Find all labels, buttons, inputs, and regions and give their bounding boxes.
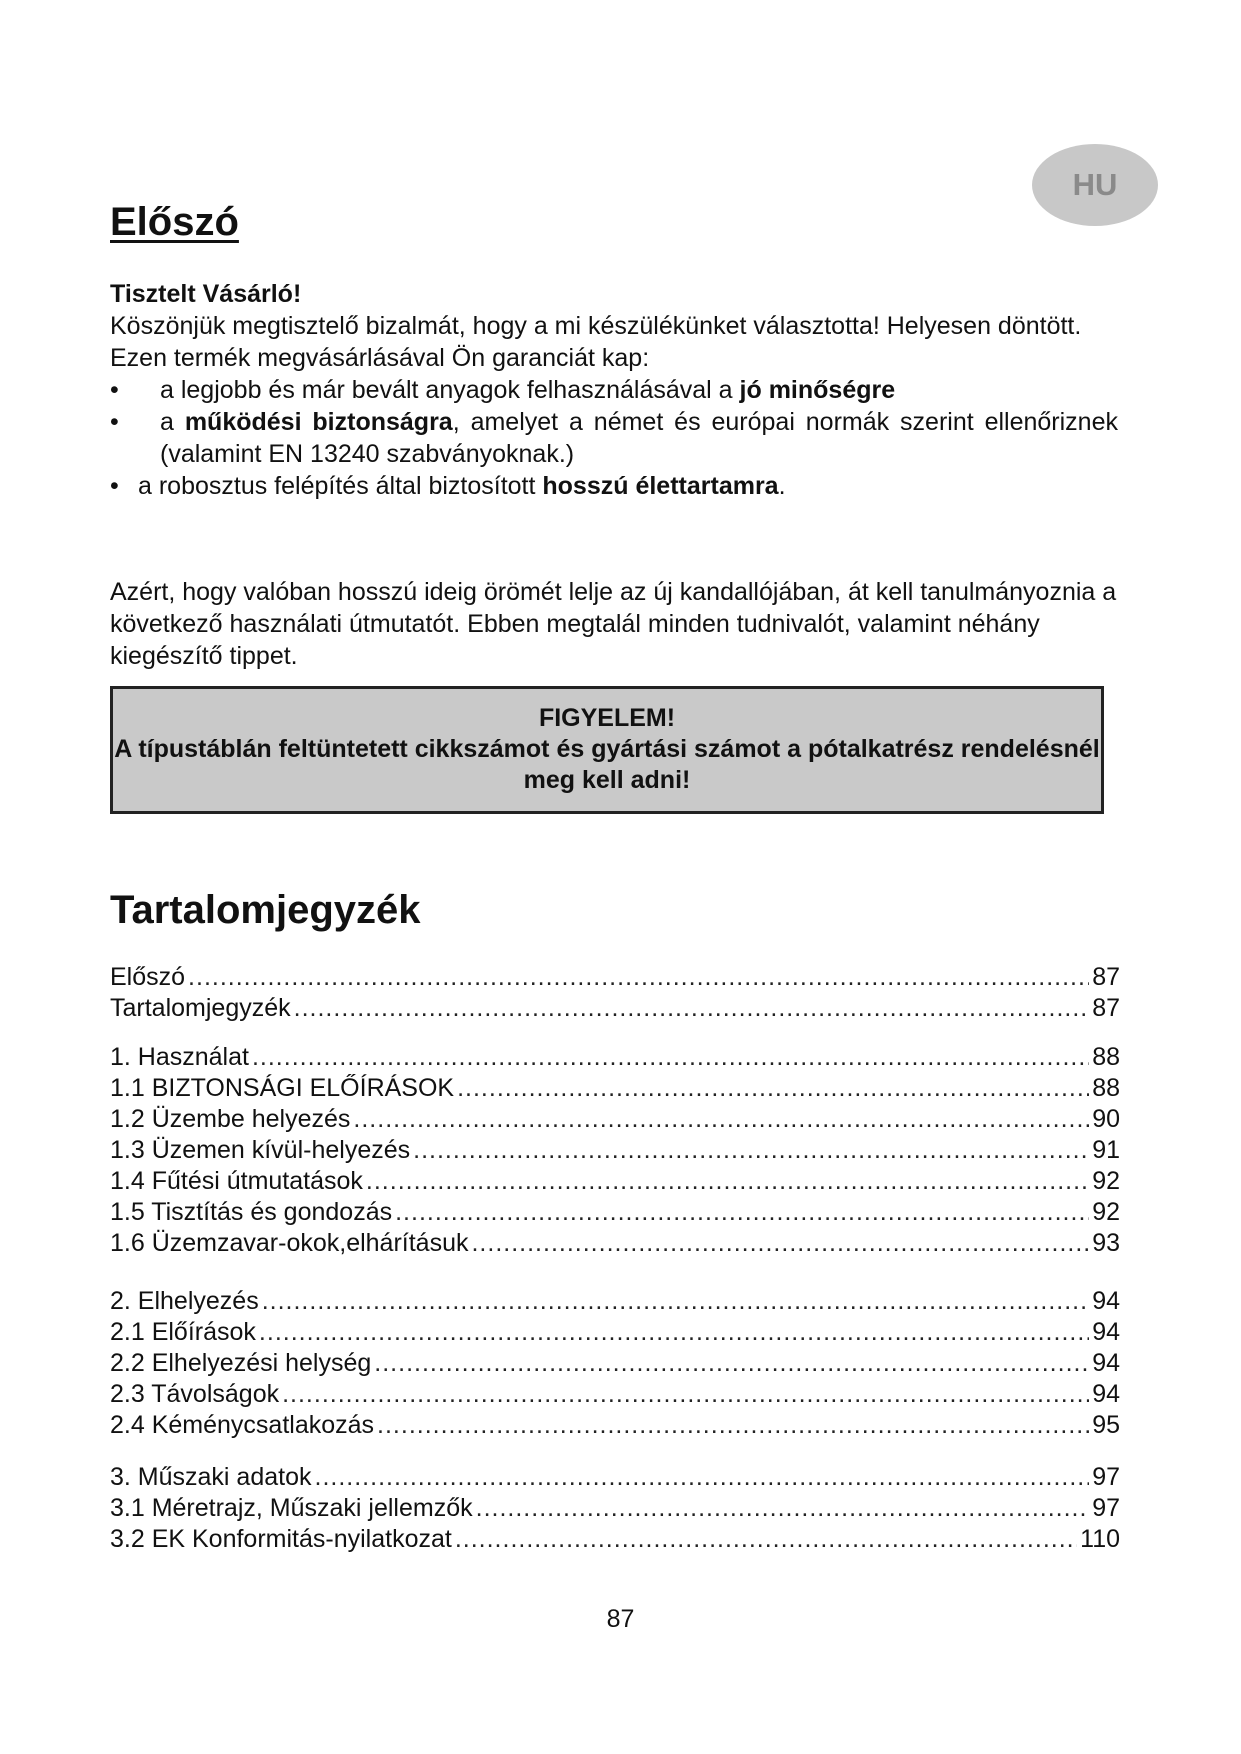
toc-row[interactable]: 3.2 EK Konformitás-nyilatkozat ..... 110	[110, 1524, 1120, 1555]
toc-row[interactable]: Tartalomjegyzék ..... 87	[110, 993, 1120, 1024]
toc-row[interactable]: 2.1 Előírások ..... 94	[110, 1317, 1120, 1348]
toc-row[interactable]: 1.3 Üzemen kívül-helyezés ..... 91	[110, 1135, 1120, 1166]
toc-row[interactable]: 1.5 Tisztítás és gondozás ..... 92	[110, 1197, 1120, 1228]
toc-row[interactable]: 3.1 Méretrajz, Műszaki jellemzők ..... 97	[110, 1493, 1120, 1524]
guarantee-line: Ezen termék megvásárlásával Ön garanciát kap:	[110, 344, 650, 372]
toc-row[interactable]: 3. Műszaki adatok ..... 97	[110, 1462, 1120, 1493]
preface-title: Előszó	[110, 200, 239, 244]
warning-box	[110, 686, 1104, 814]
toc-row[interactable]: 1.6 Üzemzavar-okok,elhárításuk ..... 93	[110, 1228, 1120, 1259]
toc-row[interactable]: 2. Elhelyezés ..... 94	[110, 1286, 1120, 1317]
toc-row[interactable]: 1.4 Fűtési útmutatások ..... 92	[110, 1166, 1120, 1197]
warning-text: A típustáblán feltüntetett cikkszámot és gyártási számot a pótalkatrész rendelésnél meg kell adni!	[114, 735, 1100, 794]
list-item: • a legjobb és már bevált anyagok felhasználásával a jó minőségre	[110, 374, 1118, 406]
list-item: • a működési biztonságra, amelyet a német és európai normák szerint ellenőriznek (valamint EN 13240 szabványoknak.)	[110, 406, 1118, 470]
page-number: 87	[606, 1605, 635, 1633]
toc-row[interactable]: 1.1 BIZTONSÁGI ELŐÍRÁSOK ..... 88	[110, 1073, 1120, 1104]
toc-row[interactable]: 2.3 Távolságok ..... 94	[110, 1379, 1120, 1410]
greeting: Tisztelt Vásárló!	[110, 280, 302, 308]
preface-paragraph: Azért, hogy valóban hosszú ideig örömét lelje az új kandallójában, át kell tanulmányoznia a következő használati útmutatót. Ebben megtalál minden tudnivalót, valamint néhány kiegészítő tippet.	[110, 578, 1117, 670]
toc-group-2	[110, 1286, 1120, 1441]
toc-group-1	[110, 1042, 1120, 1259]
toc-row[interactable]: 2.4 Kéménycsatlakozás ..... 95	[110, 1410, 1120, 1441]
language-badge: HU	[1032, 144, 1158, 226]
toc-row[interactable]: 2.2 Elhelyezési helység ..... 94	[110, 1348, 1120, 1379]
toc-group-3	[110, 1462, 1120, 1555]
toc-row[interactable]: 1. Használat ..... 88	[110, 1042, 1120, 1073]
toc-group-intro	[110, 962, 1120, 1024]
toc-title: Tartalomjegyzék	[110, 888, 421, 932]
warning-heading: FIGYELEM!	[538, 704, 676, 732]
thanks-line: Köszönjük megtisztelő bizalmát, hogy a mi készülékünket választotta! Helyesen döntött.	[110, 312, 1082, 340]
preface-intro	[110, 278, 1118, 502]
guarantee-list	[110, 374, 1118, 502]
list-item: • a robosztus felépítés által biztosított hosszú élettartamra.	[110, 470, 1118, 502]
toc-row[interactable]: 1.2 Üzembe helyezés ..... 90	[110, 1104, 1120, 1135]
toc-row[interactable]: Előszó ..... 87	[110, 962, 1120, 993]
